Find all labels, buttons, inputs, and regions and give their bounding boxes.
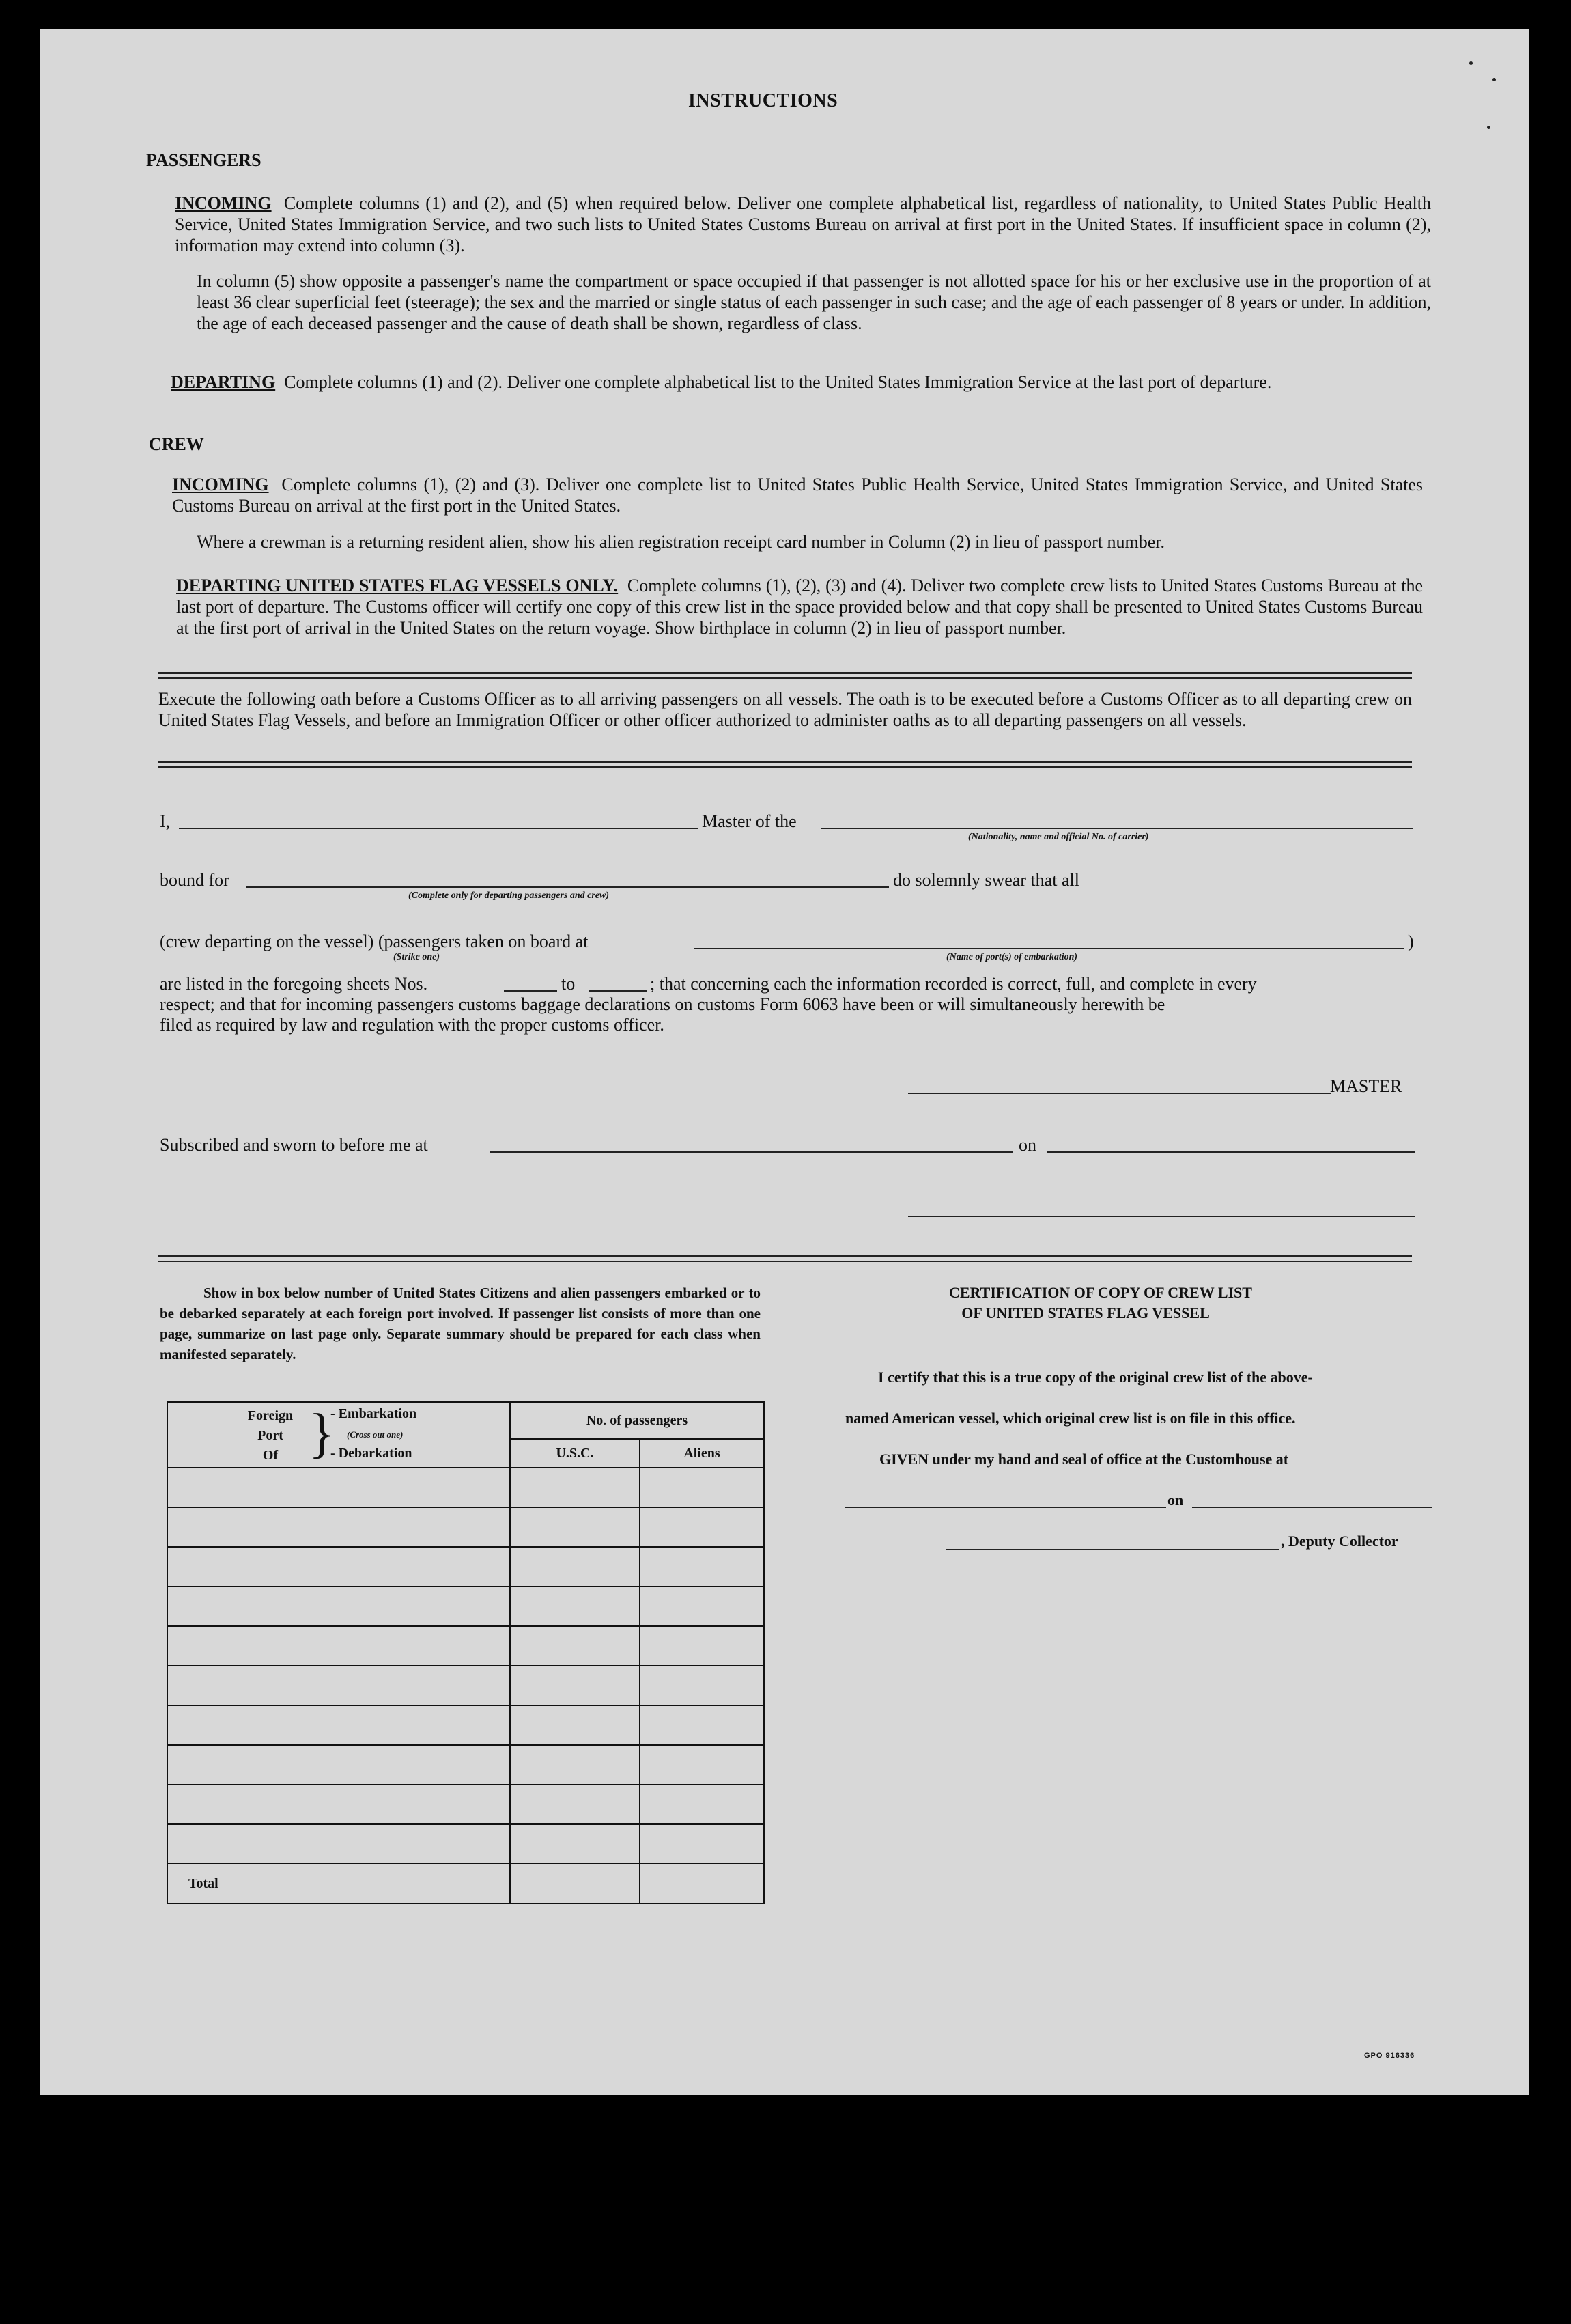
usc-cell[interactable] [510,1666,640,1705]
crew-departing-paragraph [176,575,1423,639]
cert-line-2: named American vessel, which original crew list is on file in this office. [845,1410,1296,1427]
aliens-cell[interactable] [640,1666,764,1705]
usc-cell[interactable] [510,1784,640,1824]
subscribed-label: Subscribed and sworn to before me at [160,1135,428,1155]
cert-line-3: GIVEN under my hand and seal of office at the Customhouse at [879,1451,1289,1468]
table-row [167,1784,764,1824]
total-aliens-cell[interactable] [640,1864,764,1903]
debarkation-label: - Debarkation [330,1446,412,1461]
embarkation-port-field[interactable] [694,948,1404,949]
port-cell[interactable] [167,1626,510,1666]
aliens-cell[interactable] [640,1705,764,1745]
swear-label: do solemnly swear that all [893,870,1079,890]
table-row [167,1745,764,1784]
sworn-place-field[interactable] [490,1151,1013,1153]
table-row [167,1586,764,1626]
table-row [167,1666,764,1705]
carrier-hint: (Nationality, name and official No. of carrier) [968,832,1149,842]
divider [158,1255,1412,1257]
aliens-cell[interactable] [640,1468,764,1507]
sheet-from-field[interactable] [504,990,557,992]
aliens-header: Aliens [640,1439,764,1468]
aliens-cell[interactable] [640,1507,764,1547]
passengers-incoming-text: Complete columns (1) and (2), and (5) when required below. Deliver one complete alphabetical list, regardless of nationality, to United States Public Health Service, United States Immigration Service, and two such lists to United States Customs Bureau on arrival at first port in the United States. If insufficient space in column (2), information may extend into column (3). [175,193,1432,255]
aliens-cell[interactable] [640,1784,764,1824]
bound-hint: (Complete only for departing passengers and crew) [408,891,609,901]
port-header-cell [167,1402,510,1468]
scan-speck [1469,61,1473,65]
divider [158,677,1412,679]
col-port: Port [257,1428,283,1443]
customhouse-field[interactable] [845,1507,1166,1508]
crew-departing-text: Complete columns (1), (2), (3) and (4). Deliver two complete crew lists to United States Customs Bureau at the last port of departure. The Customs officer will certify one copy of this crew list in the space provided below and that copy shall be presented to United States Customs Bureau at the first port of arrival in the United States on the return voyage. Show birthplace in column (2) in lieu of passport number. [176,576,1424,638]
scan-speck [1487,126,1490,129]
passengers-column5-paragraph: In column (5) show opposite a passenger's name the compartment or space occupied if that passenger is not allotted space for his or her exclusive use in the proportion of at least 36 clear superficial feet (steerage); the sex and the married or single status of each passenger in such case; and the age of each passenger of 8 years or under. In addition, the age of each deceased passenger and the cause of death shall be shown, regardless of class. [197,271,1431,333]
port-rows [167,1468,764,1864]
embarkation-label: - Embarkation [330,1406,417,1421]
passengers-heading: PASSENGERS [146,150,261,170]
port-cell[interactable] [167,1547,510,1586]
form-sheet [40,29,1529,2095]
to-label: to [561,974,576,994]
master-of-the-label: Master of the [702,811,797,831]
usc-header: U.S.C. [510,1439,640,1468]
oath-line-3: filed as required by law and regulation with the proper customs officer. [160,1015,664,1035]
brace-icon: } [309,1403,335,1464]
port-hint: (Name of port(s) of embarkation) [946,952,1078,962]
table-row [167,1547,764,1586]
usc-cell[interactable] [510,1547,640,1586]
deputy-signature-field[interactable] [946,1549,1279,1550]
port-cell[interactable] [167,1507,510,1547]
passengers-departing-lead: DEPARTING [171,372,276,392]
port-cell[interactable] [167,1705,510,1745]
passengers-incoming-lead: INCOMING [175,193,272,213]
passengers-departing-paragraph [171,372,1431,393]
port-cell[interactable] [167,1586,510,1626]
total-label: Total [188,1875,218,1891]
port-cell[interactable] [167,1666,510,1705]
cert-heading-2: OF UNITED STATES FLAG VESSEL [961,1304,1210,1321]
table-row [167,1468,764,1507]
aliens-cell[interactable] [640,1547,764,1586]
page-title: INSTRUCTIONS [688,90,838,111]
divider [158,672,1412,674]
table-row [167,1626,764,1666]
strike-hint: (Strike one) [393,952,440,962]
usc-cell[interactable] [510,1586,640,1626]
cert-line-1: I certify that this is a true copy of the original crew list of the above- [878,1369,1313,1386]
bound-for-label: bound for [160,870,229,890]
crew-incoming-lead: INCOMING [172,475,269,494]
scan-speck [1492,78,1496,81]
cross-out-hint: (Cross out one) [347,1429,404,1440]
port-cell[interactable] [167,1468,510,1507]
gpo-code: GPO 916336 [1364,2052,1415,2060]
close-paren: ) [1408,932,1414,951]
deputy-collector-label: , Deputy Collector [1281,1532,1398,1550]
port-cell[interactable] [167,1824,510,1864]
cert-date-field[interactable] [1192,1507,1432,1508]
table-row [167,1507,764,1547]
passengers-departing-text: Complete columns (1) and (2). Deliver one complete alphabetical list to the United States Immigration Service at the last port of departure. [284,372,1272,392]
usc-cell[interactable] [510,1824,640,1864]
aliens-cell[interactable] [640,1626,764,1666]
crew-incoming-text: Complete columns (1), (2) and (3). Deliver one complete list to United States Public Health Service, United States Immigration Service, and United States Customs Bureau on arrival at the first port in the United States. [172,475,1424,516]
crew-incoming-paragraph [172,474,1423,516]
oath-intro: Execute the following oath before a Customs Officer as to all arriving passengers on all vessels. The oath is to be executed before a Customs Officer as to all departing crew on United States Flag Vessels, and before an Immigration Officer or other officer authorized to administer oaths as to all departing passengers on all vessels. [158,689,1412,730]
summary-note: Show in box below number of United States Citizens and alien passengers embarked or to be debarked separately at each foreign port involved. If passenger list consists of more than one page, summarize on last page only. Separate summary should be prepared for each class when manifested separately. [160,1285,761,1362]
crew-heading: CREW [149,434,204,454]
aliens-cell[interactable] [640,1745,764,1784]
listed-label: are listed in the foregoing sheets Nos. [160,974,428,994]
usc-cell[interactable] [510,1468,640,1507]
oath-i-label: I, [160,811,171,831]
port-cell[interactable] [167,1784,510,1824]
cert-on-label: on [1167,1492,1184,1509]
crew-departing-lead: DEPARTING UNITED STATES FLAG VESSELS ONLY. [176,576,619,596]
on-label: on [1019,1135,1036,1155]
aliens-cell[interactable] [640,1824,764,1864]
crew-resident-paragraph: Where a crewman is a returning resident alien, show his alien registration receipt card number in Column (2) in lieu of passport number. [197,532,1165,552]
sheet-to-field[interactable] [589,990,647,992]
aliens-cell[interactable] [640,1586,764,1626]
officer-signature-field[interactable] [908,1216,1415,1217]
master-label: MASTER [1330,1076,1402,1096]
table-row [167,1824,764,1864]
listed-rest: ; that concerning each the information recorded is correct, full, and complete in every [650,974,1257,994]
crew-departing-label: (crew departing on the vessel) (passengers taken on board at [160,932,589,951]
passenger-summary-table [167,1401,765,1904]
total-usc-cell[interactable] [510,1864,640,1903]
sworn-date-field[interactable] [1047,1151,1415,1153]
col-of: Of [262,1448,279,1463]
divider [158,766,1412,768]
table-row [167,1705,764,1745]
usc-cell[interactable] [510,1705,640,1745]
col-foreign: Foreign [247,1408,294,1423]
passengers-incoming-paragraph [175,193,1431,256]
bound-for-field[interactable] [246,886,889,888]
usc-cell[interactable] [510,1626,640,1666]
master-signature-field[interactable] [908,1093,1331,1094]
port-cell[interactable] [167,1745,510,1784]
cert-heading-1: CERTIFICATION OF COPY OF CREW LIST [949,1284,1252,1301]
divider [158,1261,1412,1262]
oath-line-2: respect; and that for incoming passengers customs baggage declarations on customs Form 6063 have been or will simultaneously herewith be [160,994,1165,1014]
no-of-passengers-header: No. of passengers [510,1402,764,1439]
carrier-field[interactable] [821,828,1413,829]
usc-cell[interactable] [510,1745,640,1784]
usc-cell[interactable] [510,1507,640,1547]
total-label-cell [167,1864,510,1903]
master-name-field[interactable] [179,828,698,829]
divider [158,761,1412,763]
